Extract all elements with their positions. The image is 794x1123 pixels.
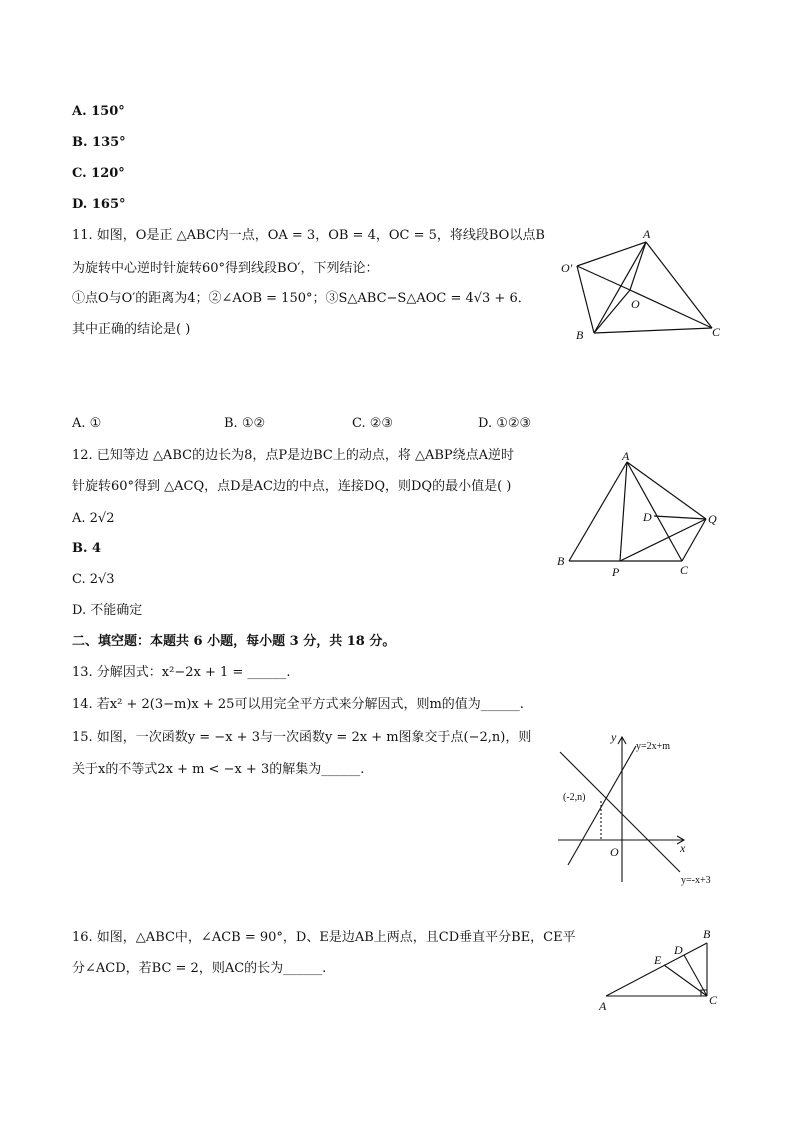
q16-label-d: D [674, 943, 683, 957]
q15-text-line1: 15. 如图，一次函数y = −x + 3与一次函数y = 2x + m图象交于点(−2,n)，则 [72, 730, 532, 745]
q10-option-d: D. 165° [72, 197, 126, 212]
q12-option-a: A. 2√2 [72, 511, 115, 526]
q12-option-c: C. 2√3 [72, 572, 115, 587]
q12-text-line2: 针旋转60°得到 △ACQ，点D是AC边的中点，连接DQ，则DQ的最小值是( ) [72, 479, 512, 494]
q16-label-b: B [703, 927, 711, 941]
q16-text-line2: 分∠ACD，若BC = 2，则AC的长为______. [72, 961, 327, 976]
q11-label-oprime: O′ [561, 261, 573, 275]
q11-option-c: C. ②③ [352, 416, 394, 431]
q12-option-d: D. 不能确定 [72, 603, 143, 618]
q11-option-d: D. ①②③ [478, 416, 532, 431]
q12-label-b: B [557, 554, 565, 568]
q16-text-line1: 16. 如图，△ABC中，∠ACB = 90°，D、E是边AB上两点，且CD垂直平分BE，CE平 [72, 930, 576, 945]
q10-option-b: B. 135° [72, 135, 126, 150]
q12-text-line1: 12. 已知等边 △ABC的边长为8，点P是边BC上的动点，将 △ABP绕点A逆时 [72, 448, 515, 463]
q15-text-line2: 关于x的不等式2x + m < −x + 3的解集为______. [72, 762, 365, 777]
q11-label-o: O [631, 297, 640, 311]
q11-text-line4: 其中正确的结论是( ) [72, 322, 191, 337]
q11-text-line2: 为旋转中心逆时针旋转60°得到线段BO′，下列结论： [72, 261, 379, 276]
q15-label-x: x [680, 841, 686, 855]
q12-label-p: P [612, 565, 620, 579]
q11-label-a: A [643, 227, 651, 241]
q11-label-c: C [712, 325, 721, 339]
q14-text: 14. 若x² + 2(3−m)x + 25可以用完全平方式来分解因式，则m的值为______. [72, 697, 524, 712]
q15-label-line1: y=2x+m [636, 741, 671, 752]
q11-label-b: B [576, 328, 584, 342]
q16-label-e: E [654, 953, 662, 967]
q15-label-y: y [611, 730, 617, 744]
q10-option-a: A. 150° [72, 104, 125, 119]
q11-text-line1: 11. 如图，O是正 △ABC内一点，OA = 3，OB = 4，OC = 5，将线段BO以点B [72, 228, 545, 243]
q11-text-line3: ①点O与O′的距离为4；②∠AOB = 150°；③S△ABC−S△AOC = 4√3 + 6． [72, 291, 531, 306]
q15-label-point: (-2,n) [563, 792, 586, 803]
q10-option-c: C. 120° [72, 166, 125, 181]
q16-label-c: C [709, 993, 718, 1007]
q11-option-b: B. ①② [224, 416, 266, 431]
q15-label-line2: y=-x+3 [681, 875, 711, 886]
q16-label-a: A [599, 999, 607, 1013]
q12-option-b: B. 4 [72, 541, 102, 556]
q13-text: 13. 分解因式：x²−2x + 1 = ______. [72, 665, 291, 680]
q12-label-c: C [680, 563, 689, 577]
q12-label-a: A [622, 449, 630, 463]
q11-option-a: A. ① [72, 416, 102, 431]
q12-label-q: Q [708, 512, 717, 526]
q12-label-d: D [643, 510, 652, 524]
q15-label-o: O [610, 845, 619, 859]
section2-title: 二、填空题：本题共 6 小题，每小题 3 分，共 18 分。 [72, 634, 396, 649]
